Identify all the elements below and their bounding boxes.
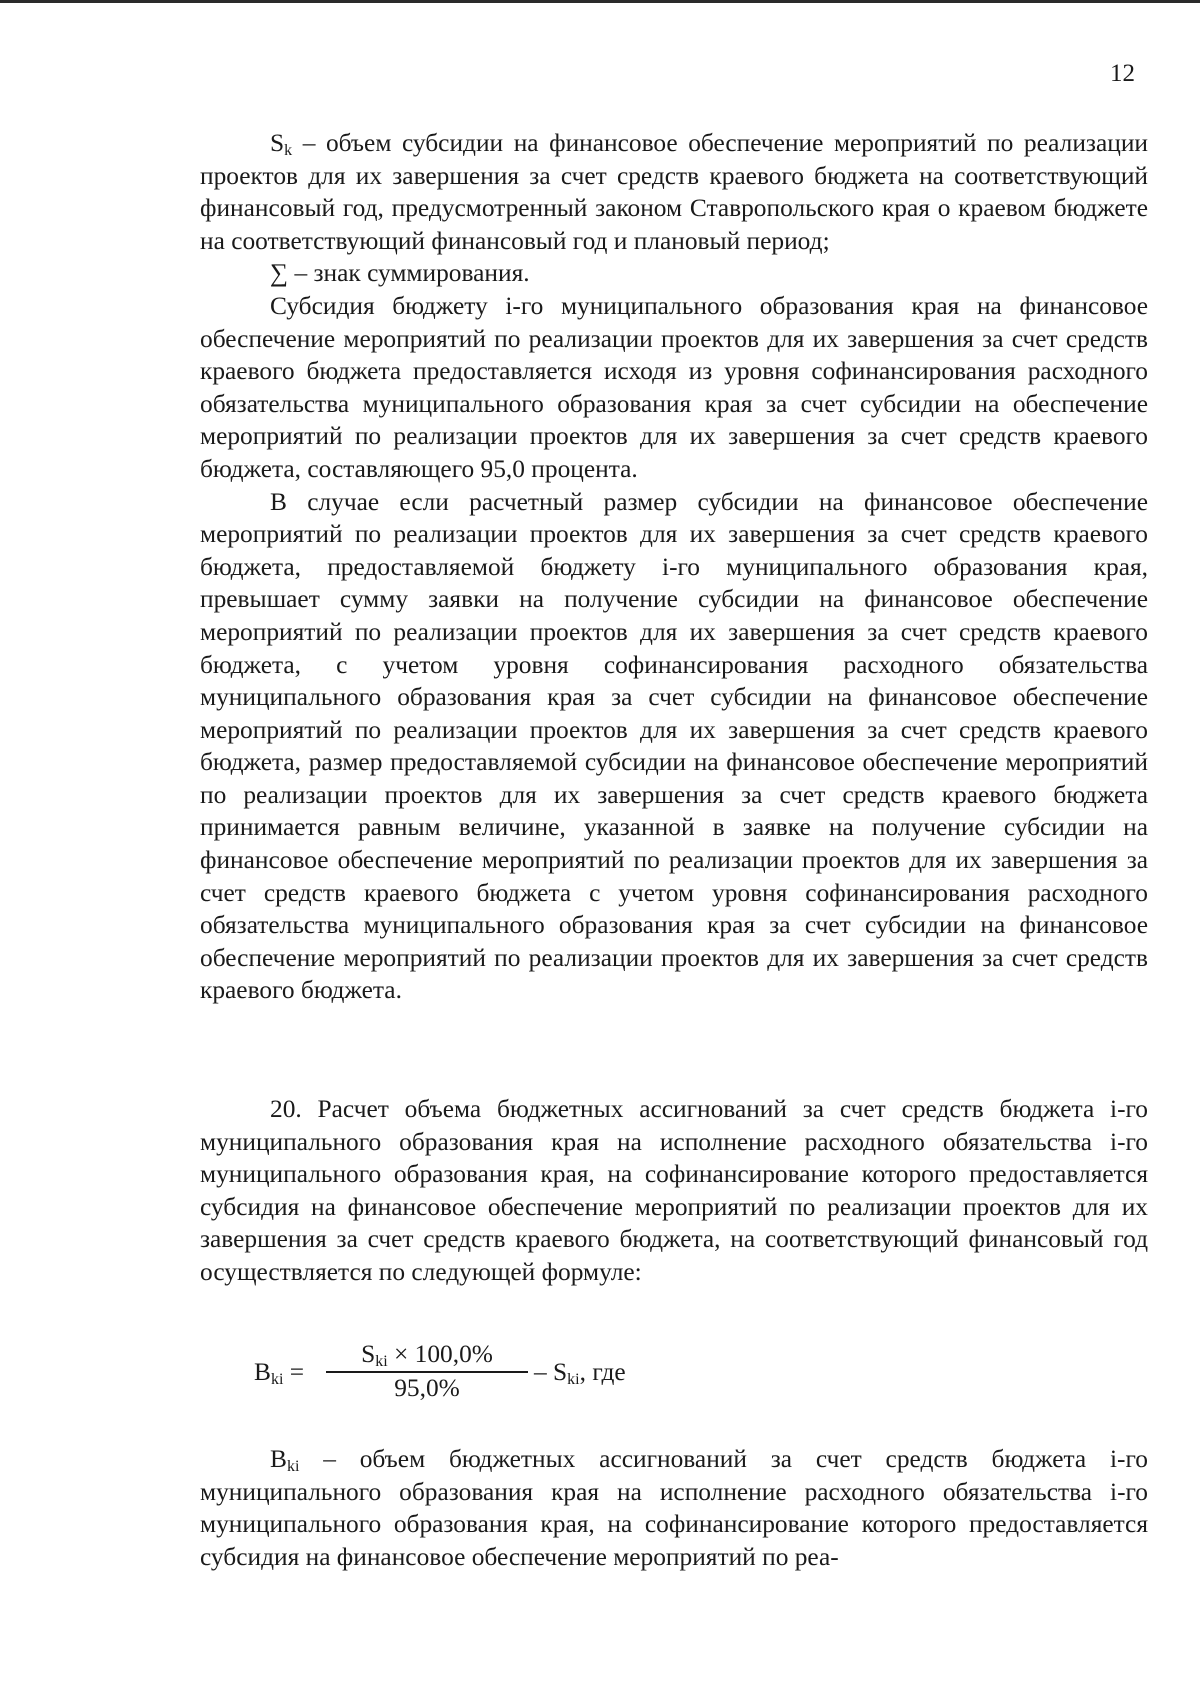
sk-definition-text: – объем субсидии на финансовое обеспечение мероприятий по реализации проектов для их завершения за счет средств краевого бюджета на соответствующий финансовый год, предусмотренный законом Ставропольского края о краевом бюджете на соответствующий финансовый год и плановый период; (200, 129, 1148, 255)
paragraph-sk-definition (200, 127, 1148, 257)
paragraph-subsidy-exceeds-application: В случае если расчетный размер субсидии на финансовое обеспечение мероприятий по реализации проектов для их завершения за счет средств краевого бюджета, предоставляемой бюджету i-го муниципального образования края, превышает сумму заявки на получение субсидии на финансовое обеспечение мероприятий по реализации проектов для их завершения за счет средств краевого бюджета, с учетом уровня софинансирования расходного обязательства муниципального образования края за счет субсидии на финансовое обеспечение мероприятий по реализации проектов для их завершения за счет средств краевого бюджета, размер предоставляемой субсидии на финансовое обеспечение мероприятий по реализации проектов для их завершения за счет средств краевого бюджета принимается равным величине, указанной в заявке на получение субсидии на финансовое обеспечение мероприятий по реализации проектов для их завершения за счет средств краевого бюджета с учетом уровня софинансирования расходного обязательства муниципального образования края за счет субсидии на финансовое обеспечение мероприятий по реализации проектов для их завершения за счет средств краевого бюджета. (200, 487, 1148, 1005)
bki-definition-text: – объем бюджетных ассигнований за счет средств бюджета i-го муниципального образования края на исполнение расходного обязательства i-го муниципального образования края, на софинансирование которого предоставляется субсидия на финансовое обеспечение мероприятий по реа- (200, 1445, 1148, 1571)
formula-denominator: 95,0% (394, 1373, 460, 1402)
formula-num-rest: × 100,0% (387, 1340, 493, 1368)
formula-num-var: S (361, 1340, 376, 1368)
formula-minus: – (534, 1358, 554, 1386)
formula-num-subscript: ki (375, 1353, 388, 1370)
formula-fraction (326, 1340, 528, 1403)
sum-symbol: ∑ (270, 259, 289, 288)
text-block-bottom (200, 1443, 1148, 1573)
formula-rhs-var: S (553, 1358, 568, 1386)
page-number: 12 (1110, 60, 1135, 87)
paragraph-sum-sign (200, 257, 1148, 290)
formula-lhs-var: B (254, 1358, 271, 1386)
var-b-subscript: ki (286, 1458, 300, 1475)
formula-suffix: , где (579, 1358, 626, 1386)
paragraph-subsidy-cofinancing: Субсидия бюджету i-го муниципального образования края на финансовое обеспечение мероприятий по реализации проектов для их завершения за счет средств краевого бюджета предоставляется исходя из уровня софинансирования расходного обязательства муниципального образования края за счет субсидии на обеспечение мероприятий по реализации проектов для их завершения за счет средств краевого бюджета, составляющего 95,0 процента. (200, 291, 1148, 483)
formula-rhs-subscript: ki (567, 1371, 580, 1388)
var-s-subscript: k (284, 142, 293, 159)
paragraph-section-20: 20. Расчет объема бюджетных ассигнований за счет средств бюджета i-го муниципального образования края на исполнение расходного обязательства i-го муниципального образования края, на софинансирование которого предоставляется субсидия на финансовое обеспечение мероприятий по реализации проектов для их завершения за счет средств краевого бюджета, на соответствующий финансовый год осуществляется по следующей формуле: (200, 1095, 1148, 1286)
formula-lhs-subscript: ki (270, 1371, 284, 1388)
var-s: S (270, 129, 285, 157)
sum-sign-text: – знак суммирования. (288, 259, 530, 288)
text-block-section-20 (200, 1093, 1148, 1289)
text-block-top (200, 127, 1148, 1007)
formula-equals: = (283, 1358, 305, 1386)
var-b: B (270, 1445, 287, 1473)
top-border-line (0, 0, 1200, 3)
formula-rhs (534, 1358, 626, 1387)
formula-numerator (326, 1340, 528, 1371)
formula-lhs (254, 1358, 304, 1387)
paragraph-bki-definition (200, 1443, 1148, 1573)
